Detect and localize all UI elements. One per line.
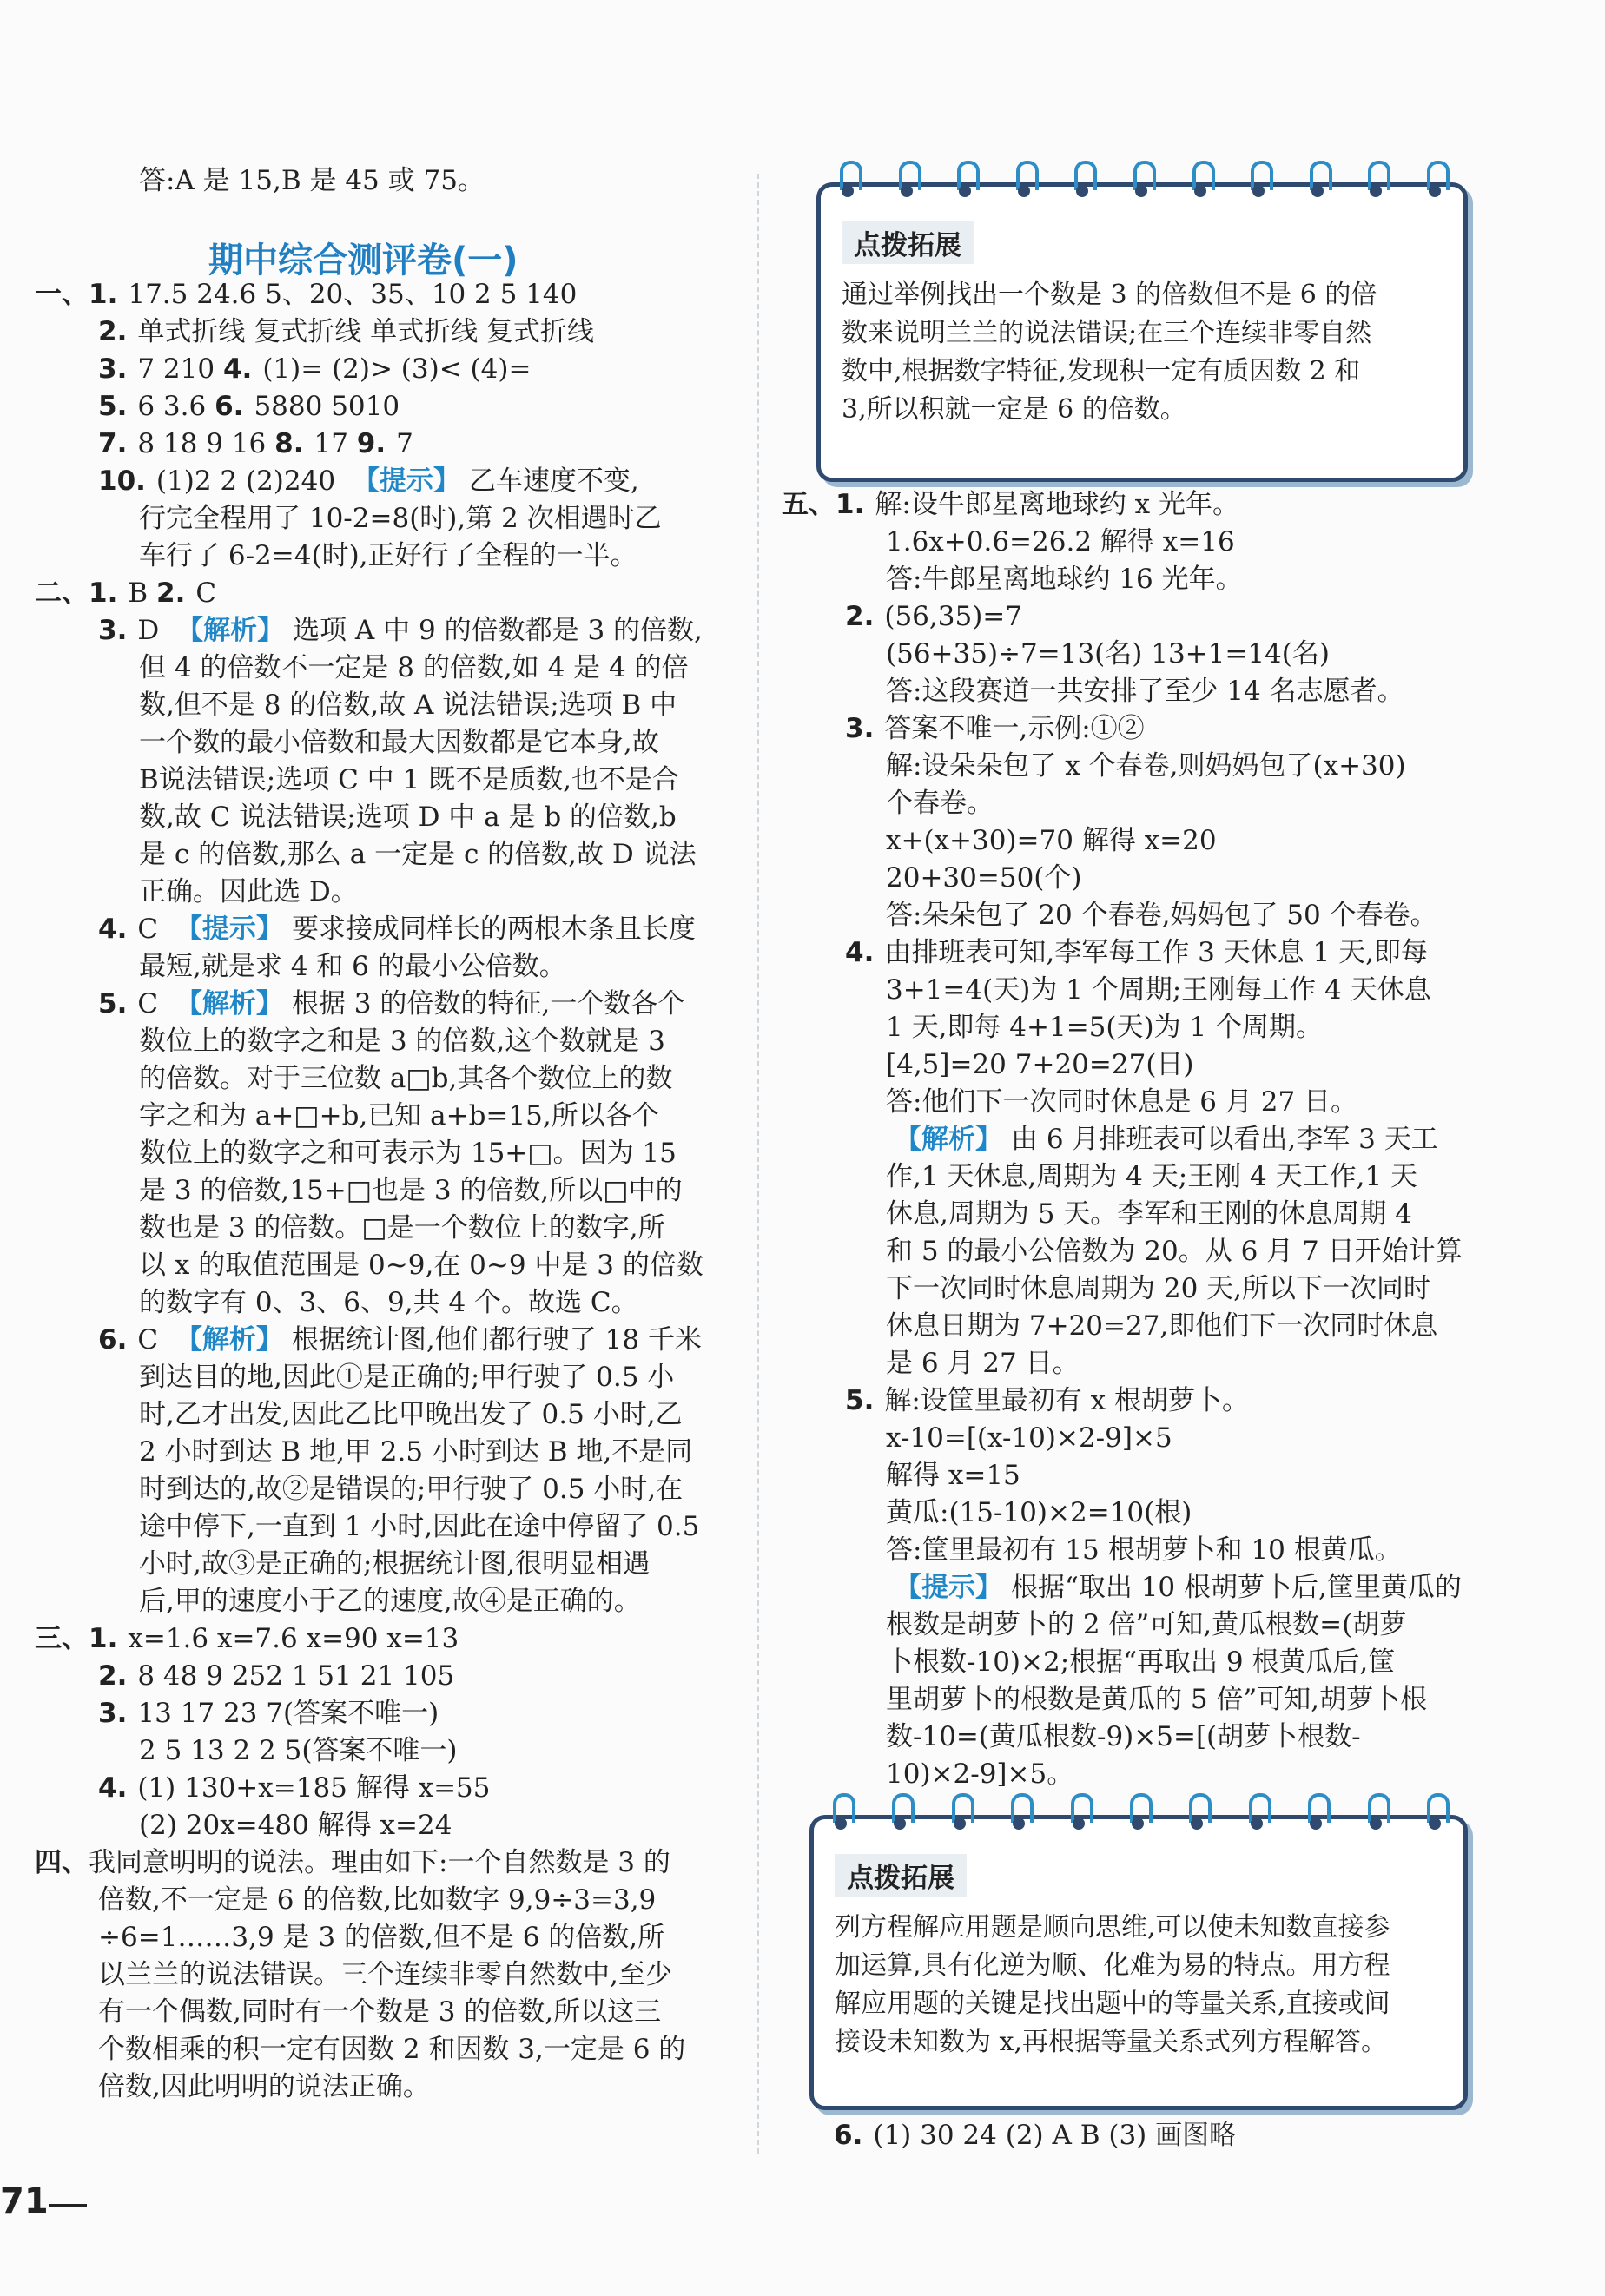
binding-ring xyxy=(838,161,859,204)
answer-text: 解:设朵朵包了 x 个春卷,则妈妈包了(x+30) xyxy=(886,750,1406,782)
binding-ring xyxy=(955,161,976,204)
answer-text: 6 3.6 xyxy=(137,391,215,422)
text-line xyxy=(782,1046,1468,1084)
tip-line: 解应用题的关键是找出题中的等量关系,直接或间 xyxy=(835,1989,1390,2019)
answer-text: 8 48 9 252 1 51 21 105 xyxy=(137,1660,455,1692)
question-number: 9. xyxy=(356,428,386,459)
section-number: 三、 xyxy=(35,1623,89,1654)
answer-text: 20+30=50(个) xyxy=(886,862,1082,894)
question-number: 5. xyxy=(98,988,128,1019)
page-number: 71 xyxy=(0,2181,49,2221)
text-line xyxy=(782,1382,1468,1420)
text-line xyxy=(35,874,730,911)
answer-text: 由 6 月排班表可以看出,李军 3 天工 xyxy=(1011,1124,1438,1155)
text-line xyxy=(35,1620,730,1658)
answer-text: 7 xyxy=(396,428,413,459)
hint-tag: 【解析】 xyxy=(175,1324,283,1356)
text-line xyxy=(782,598,1468,636)
answer-text: (1) 130+x=185 解得 x=55 xyxy=(137,1772,491,1804)
answer-text: 一个数的最小倍数和最大因数都是它本身,故 xyxy=(139,727,659,758)
text-line xyxy=(782,1457,1468,1494)
tip-line: 列方程解应用题是顺向思维,可以使未知数直接参 xyxy=(835,1912,1390,1943)
text-line xyxy=(35,1471,730,1508)
text-line xyxy=(35,1695,730,1732)
text-line xyxy=(35,1247,730,1284)
text-line xyxy=(782,860,1468,897)
text-line xyxy=(35,500,730,538)
text-line xyxy=(35,762,730,799)
text-line xyxy=(35,1060,730,1098)
answer-text: B说法错误;选项 C 中 1 既不是质数,也不是合 xyxy=(139,764,679,795)
text-line xyxy=(35,1172,730,1210)
text-line xyxy=(782,934,1468,972)
question-number: 6. xyxy=(834,2120,863,2151)
section-number: 二、 xyxy=(35,577,89,609)
text-line xyxy=(35,463,730,500)
answer-text: 选项 A 中 9 的倍数都是 3 的倍数, xyxy=(293,615,703,646)
text-line xyxy=(35,1434,730,1471)
answer-text: 时,乙才出发,因此乙比甲晚出发了 0.5 小时,乙 xyxy=(139,1399,683,1430)
answer-text: 数,但不是 8 的倍数,故 A 说法错误;选项 B 中 xyxy=(139,689,677,721)
answer-text: 8 18 9 16 xyxy=(137,428,275,459)
question-number: 1. xyxy=(89,279,118,310)
answer-text: 根数是胡萝卜的 2 倍”可知,黄瓜根数=(胡萝 xyxy=(886,1609,1407,1640)
binding-ring xyxy=(1191,161,1212,204)
answer-text: C xyxy=(137,988,167,1019)
binding-ring xyxy=(950,1793,971,1837)
answer-text: x-10=[(x-10)×2-9]×5 xyxy=(886,1422,1172,1454)
answer-text: 后,甲的速度小于乙的速度,故④是正确的。 xyxy=(139,1586,641,1617)
text-line xyxy=(782,897,1468,934)
answer-text: 是 6 月 27 日。 xyxy=(886,1348,1080,1379)
text-line xyxy=(35,1732,730,1770)
text-line xyxy=(35,1919,730,1956)
top-answer: 答:A 是 15,B 是 45 或 75。 xyxy=(139,165,485,196)
binding-ring xyxy=(1128,1793,1149,1837)
text-line xyxy=(35,2068,730,2106)
text-line xyxy=(782,1009,1468,1046)
text-line xyxy=(782,486,1468,524)
text-line xyxy=(35,1956,730,1994)
answer-text: 解:设牛郎星离地球约 x 光年。 xyxy=(875,489,1239,520)
answer-text: C xyxy=(195,577,217,609)
text-line xyxy=(35,1135,730,1172)
binding-ring xyxy=(1187,1793,1208,1837)
answer-text: 单式折线 复式折线 单式折线 复式折线 xyxy=(137,316,594,347)
answer-text: 卜根数-10)×2;根据“再取出 9 根黄瓜后,筐 xyxy=(886,1646,1396,1678)
question-number: 7. xyxy=(98,428,128,459)
text-line xyxy=(35,650,730,687)
question-number: 3. xyxy=(845,713,875,744)
text-line xyxy=(35,724,730,762)
text-line xyxy=(35,538,730,575)
binding-ring xyxy=(1009,1793,1030,1837)
tip-line: 数中,根据数字特征,发现积一定有质因数 2 和 xyxy=(842,356,1361,386)
text-line xyxy=(782,1681,1468,1719)
text-line xyxy=(35,351,730,388)
tip-box-1 xyxy=(816,182,1468,482)
answer-text: 根据 3 的倍数的特征,一个数各个 xyxy=(291,988,685,1019)
text-line xyxy=(782,972,1468,1009)
text-line xyxy=(35,986,730,1023)
text-line xyxy=(782,1345,1468,1382)
text-line xyxy=(35,1844,730,1882)
answer-text: 休息,周期为 5 天。李军和王刚的休息周期 4 xyxy=(886,1198,1412,1230)
last-answer-line xyxy=(834,2117,1442,2154)
text-line xyxy=(782,1158,1468,1196)
answer-text: 1 天,即每 4+1=5(天)为 1 个周期。 xyxy=(886,1012,1324,1043)
answer-text: 10)×2-9]×5。 xyxy=(886,1758,1074,1790)
answer-text: [4,5]=20 7+20=27(日) xyxy=(886,1049,1194,1080)
text-line xyxy=(35,1658,730,1695)
text-line xyxy=(35,276,730,313)
answer-text: 行完全程用了 10-2=8(时),第 2 次相遇时乙 xyxy=(139,503,662,534)
question-number: 3. xyxy=(98,1698,128,1729)
answer-text: 17 xyxy=(314,428,357,459)
spiral-binding xyxy=(831,1793,1446,1838)
section-number: 一、 xyxy=(35,279,89,310)
right-column xyxy=(782,486,1468,1793)
question-number: 6. xyxy=(98,1324,128,1356)
binding-ring xyxy=(1425,1793,1446,1837)
answer-text: 由排班表可知,李军每工作 3 天休息 1 天,即每 xyxy=(884,937,1428,968)
answer-text: 乙车速度不变, xyxy=(468,465,639,497)
text-line xyxy=(782,1756,1468,1793)
question-number: 3. xyxy=(98,615,128,646)
text-line xyxy=(35,426,730,463)
question-number: 6. xyxy=(215,391,244,422)
answer-text: 2 5 13 2 2 5(答案不唯一) xyxy=(139,1735,458,1766)
binding-ring xyxy=(1014,161,1035,204)
question-number: 1. xyxy=(836,489,865,520)
hint-tag: 【解析】 xyxy=(895,1124,1002,1155)
text-line xyxy=(35,313,730,351)
answer-text: 答:筐里最初有 15 根胡萝卜和 10 根黄瓜。 xyxy=(886,1534,1402,1566)
tip-line: 通过举例找出一个数是 3 的倍数但不是 6 的倍 xyxy=(842,280,1377,310)
question-number: 1. xyxy=(89,577,118,609)
question-number: 4. xyxy=(98,1772,128,1804)
binding-ring xyxy=(1069,1793,1090,1837)
answer-text: B xyxy=(128,577,156,609)
answer-text: 时到达的,故②是错误的;甲行驶了 0.5 小时,在 xyxy=(139,1474,684,1505)
answer-text: 答:这段赛道一共安排了至少 14 名志愿者。 xyxy=(886,676,1404,707)
answer-text: 和 5 的最小公倍数为 20。从 6 月 7 日开始计算 xyxy=(886,1236,1463,1267)
answer-text: 13 17 23 7(答案不唯一) xyxy=(137,1698,439,1729)
answer-text: 答:牛郎星离地球约 16 光年。 xyxy=(886,564,1243,595)
section-number: 四、 xyxy=(35,1847,89,1878)
text-line xyxy=(35,388,730,426)
answer-text: 以 x 的取值范围是 0~9,在 0~9 中是 3 的倍数 xyxy=(139,1250,703,1281)
text-line xyxy=(782,1719,1468,1756)
question-number: 8. xyxy=(274,428,304,459)
page-title: 期中综合测评卷(一) xyxy=(208,241,518,280)
answer-text: 黄瓜:(15-10)×2=10(根) xyxy=(886,1497,1192,1528)
question-number: 10. xyxy=(98,465,146,497)
answer-text: 数位上的数字之和可表示为 15+□。因为 15 xyxy=(139,1138,677,1169)
text-line xyxy=(35,799,730,836)
answer-text: 里胡萝卜的根数是黄瓜的 5 倍”可知,胡萝卜根 xyxy=(886,1684,1428,1715)
answer-text: (2) 20x=480 解得 x=24 xyxy=(139,1810,452,1841)
binding-ring xyxy=(1132,161,1153,204)
answer-text: 小时,故③是正确的;根据统计图,很明显相遇 xyxy=(139,1548,651,1580)
text-line xyxy=(782,1494,1468,1532)
left-column xyxy=(35,276,730,2106)
binding-ring xyxy=(897,161,918,204)
text-line xyxy=(35,687,730,724)
text-line xyxy=(782,1532,1468,1569)
binding-ring xyxy=(831,1793,852,1837)
binding-ring xyxy=(1249,161,1270,204)
answer-text: 答:他们下一次同时休息是 6 月 27 日。 xyxy=(886,1086,1358,1118)
question-number: 3. xyxy=(98,353,128,385)
answer-text: (1) 30 24 (2) A B (3) 画图略 xyxy=(873,2120,1237,2151)
text-line xyxy=(35,612,730,650)
question-number: 4. xyxy=(845,937,875,968)
text-line xyxy=(35,836,730,874)
binding-ring xyxy=(1308,161,1329,204)
text-line xyxy=(35,1508,730,1546)
tip-box-2 xyxy=(809,1815,1468,2110)
answer-text: 个春卷。 xyxy=(886,788,994,819)
text-line xyxy=(35,948,730,986)
answer-text: 最短,就是求 4 和 6 的最小公倍数。 xyxy=(139,951,566,982)
text-line xyxy=(782,710,1468,748)
text-line xyxy=(782,1420,1468,1457)
text-line xyxy=(782,1084,1468,1121)
text-line xyxy=(782,1270,1468,1308)
tip-box-heading: 点拨拓展 xyxy=(835,1854,967,1897)
hint-tag: 【提示】 xyxy=(352,465,460,497)
text-line xyxy=(782,1607,1468,1644)
text-line xyxy=(35,1210,730,1247)
answer-text: 下一次同时休息周期为 20 天,所以下一次同时 xyxy=(886,1273,1431,1304)
answer-text: 数,故 C 说法错误;选项 D 中 a 是 b 的倍数,b xyxy=(139,802,677,833)
tip-line: 数来说明兰兰的说法错误;在三个连续非零自然 xyxy=(842,318,1372,348)
binding-ring xyxy=(1366,1793,1387,1837)
hint-tag: 【解析】 xyxy=(175,988,283,1019)
answer-text: 答案不唯一,示例:①② xyxy=(884,713,1145,744)
text-line xyxy=(35,1807,730,1844)
answer-text: C xyxy=(137,1324,167,1356)
answer-text: 解得 x=15 xyxy=(886,1460,1020,1491)
question-number: 4. xyxy=(222,353,253,385)
tip-line: 3,所以积就一定是 6 的倍数。 xyxy=(842,394,1186,425)
answer-text: C xyxy=(137,914,167,945)
text-line xyxy=(35,1023,730,1060)
question-number: 4. xyxy=(98,914,128,945)
question-number: 2. xyxy=(156,577,186,609)
answer-text: 解:设筐里最初有 x 根胡萝卜。 xyxy=(884,1385,1249,1416)
binding-ring xyxy=(1425,161,1446,204)
answer-text: 车行了 6-2=4(时),正好行了全程的一半。 xyxy=(139,540,637,571)
text-line xyxy=(35,575,730,612)
answer-text: (1)= (2)> (3)< (4)= xyxy=(262,353,532,385)
answer-text: 的数字有 0、3、6、9,共 4 个。故选 C。 xyxy=(139,1287,638,1318)
answer-text: 途中停下,一直到 1 小时,因此在途中停留了 0.5 xyxy=(139,1511,700,1542)
answer-text: ÷6=1……3,9 是 3 的倍数,但不是 6 的倍数,所 xyxy=(98,1922,665,1953)
answer-text: 根据“取出 10 根胡萝卜后,筐里黄瓜的 xyxy=(1011,1572,1462,1603)
page-number-rule xyxy=(49,2204,87,2207)
answer-text: 的倍数。对于三位数 a□b,其各个数位上的数 xyxy=(139,1063,673,1094)
answer-text: 休息日期为 7+20=27,即他们下一次同时休息 xyxy=(886,1310,1438,1342)
answer-text: 答:朵朵包了 20 个春卷,妈妈包了 50 个春卷。 xyxy=(886,900,1437,931)
answer-text: 数-10=(黄瓜根数-9)×5=[(胡萝卜根数- xyxy=(886,1721,1361,1752)
answer-text: 有一个偶数,同时有一个数是 3 的倍数,所以这三 xyxy=(98,1996,662,2028)
answer-text: 个数相乘的积一定有因数 2 和因数 3,一定是 6 的 xyxy=(98,2034,686,2065)
answer-text: 数也是 3 的倍数。□是一个数位上的数字,所 xyxy=(139,1212,665,1244)
text-line xyxy=(782,561,1468,598)
tip-box-body xyxy=(835,1909,1443,2062)
text-line xyxy=(782,1196,1468,1233)
question-number: 5. xyxy=(845,1385,875,1416)
answer-text: 2 小时到达 B 地,甲 2.5 小时到达 B 地,不是同 xyxy=(139,1436,693,1468)
text-line xyxy=(35,1546,730,1583)
question-number: 5. xyxy=(98,391,128,422)
text-line xyxy=(35,1396,730,1434)
question-number: 2. xyxy=(845,601,875,632)
tip-line: 接设未知数为 x,再根据等量关系式列方程解答。 xyxy=(835,2027,1387,2057)
answer-text: (56+35)÷7=13(名) 13+1=14(名) xyxy=(886,638,1330,670)
text-line xyxy=(35,1359,730,1396)
text-line xyxy=(782,748,1468,785)
text-line xyxy=(782,673,1468,710)
answer-text: 3+1=4(天)为 1 个周期;王刚每工作 4 天休息 xyxy=(886,974,1431,1006)
answer-text: 要求接成同样长的两根木条且长度 xyxy=(291,914,696,945)
text-line xyxy=(782,524,1468,561)
answer-text: 倍数,不一定是 6 的倍数,比如数字 9,9÷3=3,9 xyxy=(98,1884,657,1916)
answer-text: x+(x+30)=70 解得 x=20 xyxy=(886,825,1217,856)
text-line xyxy=(35,1882,730,1919)
answer-text: 作,1 天休息,周期为 4 天;王刚 4 天工作,1 天 xyxy=(886,1161,1418,1192)
text-line xyxy=(35,1994,730,2031)
answer-text: 17.5 24.6 5、20、35、10 2 5 140 xyxy=(128,279,578,310)
text-line xyxy=(35,1770,730,1807)
hint-tag: 【提示】 xyxy=(175,914,283,945)
question-number: 2. xyxy=(98,1660,128,1692)
text-line xyxy=(782,1233,1468,1270)
answer-text: 根据统计图,他们都行驶了 18 千米 xyxy=(291,1324,702,1356)
text-line xyxy=(782,785,1468,822)
answer-text: 1.6x+0.6=26.2 解得 x=16 xyxy=(886,526,1235,558)
text-line xyxy=(782,636,1468,673)
text-line xyxy=(782,822,1468,860)
answer-text: 以兰兰的说法错误。三个连续非零自然数中,至少 xyxy=(98,1959,672,1990)
spiral-binding xyxy=(838,161,1446,206)
tip-box-body xyxy=(842,276,1443,429)
text-line xyxy=(782,1569,1468,1607)
answer-text: 5880 5010 xyxy=(254,391,400,422)
answer-text: 倍数,因此明明的说法正确。 xyxy=(98,2071,430,2102)
binding-ring xyxy=(1306,1793,1327,1837)
answer-text: 但 4 的倍数不一定是 8 的倍数,如 4 是 4 的倍 xyxy=(139,652,689,683)
text-line xyxy=(35,1284,730,1322)
text-line xyxy=(35,911,730,948)
binding-ring xyxy=(1247,1793,1268,1837)
answer-text: 字之和为 a+□+b,已知 a+b=15,所以各个 xyxy=(139,1100,659,1132)
answer-text: D xyxy=(137,615,168,646)
binding-ring xyxy=(1366,161,1387,204)
text-line xyxy=(782,1644,1468,1681)
text-line xyxy=(782,1308,1468,1345)
text-line xyxy=(35,2031,730,2068)
answer-text: 是 c 的倍数,那么 a 一定是 c 的倍数,故 D 说法 xyxy=(139,839,697,870)
hint-tag: 【解析】 xyxy=(176,615,285,646)
hint-tag: 【提示】 xyxy=(895,1572,1002,1603)
tip-box-heading: 点拨拓展 xyxy=(842,221,974,264)
text-line xyxy=(35,1322,730,1359)
answer-text: 到达目的地,因此①是正确的;甲行驶了 0.5 小 xyxy=(139,1362,675,1393)
question-number: 2. xyxy=(98,316,128,347)
answer-text: (56,35)=7 xyxy=(884,601,1022,632)
answer-text: (1)2 2 (2)240 xyxy=(155,465,344,497)
answer-text: 7 210 xyxy=(137,353,223,385)
text-line xyxy=(35,1583,730,1620)
binding-ring xyxy=(1073,161,1093,204)
answer-text: 是 3 的倍数,15+□也是 3 的倍数,所以□中的 xyxy=(139,1175,683,1206)
question-number: 1. xyxy=(89,1623,118,1654)
section-number: 五、 xyxy=(782,489,836,520)
binding-ring xyxy=(890,1793,911,1837)
answer-text: 我同意明明的说法。理由如下:一个自然数是 3 的 xyxy=(89,1847,670,1878)
answer-text: 数位上的数字之和是 3 的倍数,这个数就是 3 xyxy=(139,1026,665,1057)
column-divider xyxy=(757,174,759,2154)
tip-line: 加运算,具有化逆为顺、化难为易的特点。用方程 xyxy=(835,1950,1390,1981)
text-line xyxy=(782,1121,1468,1158)
answer-text: x=1.6 x=7.6 x=90 x=13 xyxy=(128,1623,459,1654)
answer-text: 正确。因此选 D。 xyxy=(139,876,358,907)
text-line xyxy=(35,1098,730,1135)
